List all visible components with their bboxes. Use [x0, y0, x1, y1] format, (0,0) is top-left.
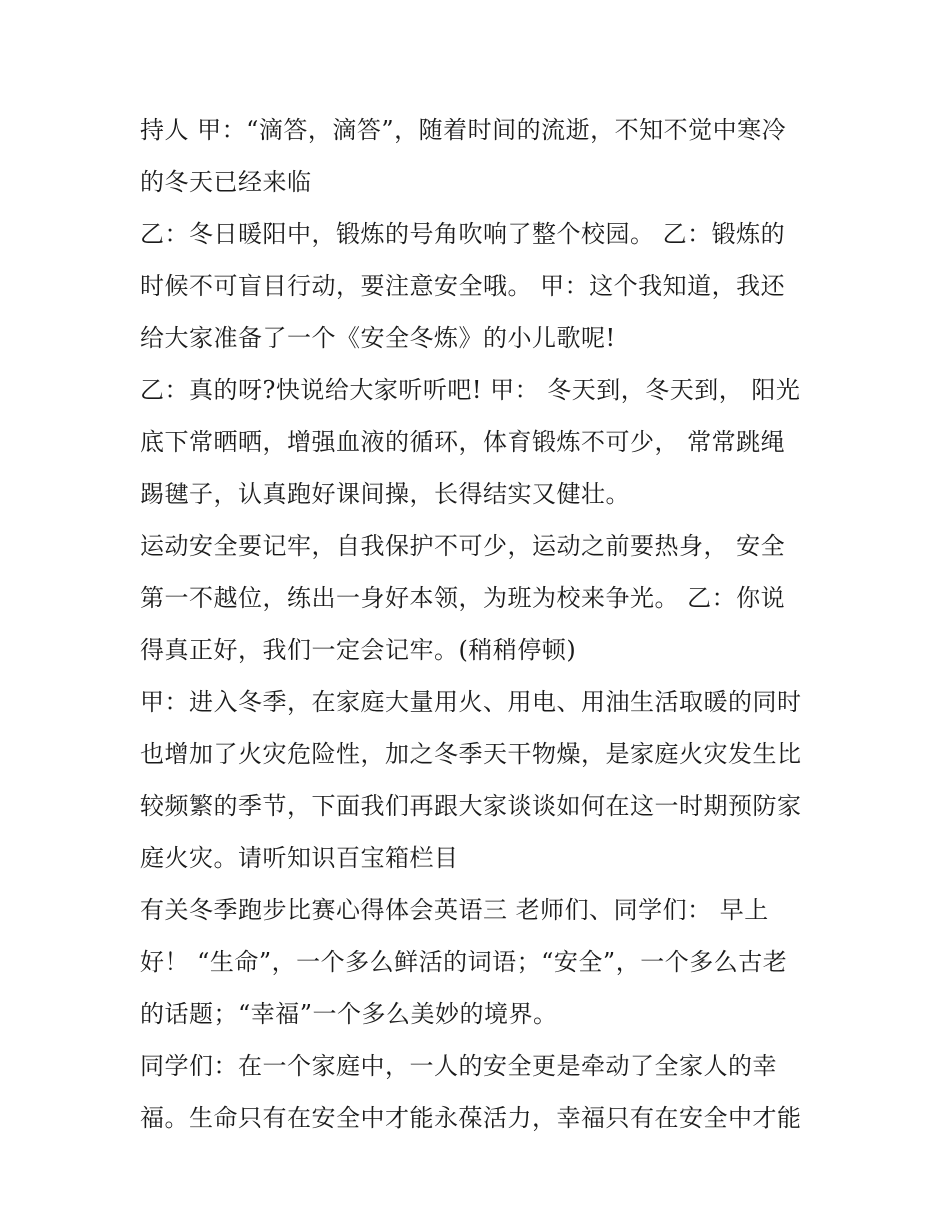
text-line: 持人 甲：“滴答，滴答”，随着时间的流逝，不知不觉中寒冷 — [140, 116, 787, 144]
text-line: 同学们：在一个家庭中，一人的安全更是牵动了全家人的幸 — [140, 1052, 777, 1080]
text-line: 底下常晒晒，增强血液的循环，体育锻炼不可少， 常常跳绳 — [140, 428, 786, 456]
text-line: 运动安全要记牢，自我保护不可少，运动之前要热身， 安全 — [140, 532, 786, 560]
text-line: 时候不可盲目行动，要注意安全哦。 甲：这个我知道，我还 — [140, 272, 786, 300]
text-line: 甲：进入冬季，在家庭大量用火、用电、用油生活取暖的同时 — [140, 688, 802, 716]
text-line: 第一不越位，练出一身好本领，为班为校来争光。 乙：你说 — [140, 584, 786, 612]
text-line: 的话题；“幸福”一个多么美妙的境界。 — [140, 1000, 558, 1028]
text-line: 乙：冬日暖阳中，锻炼的号角吹响了整个校园。 乙：锻炼的 — [140, 220, 786, 248]
text-line: 给大家准备了一个《安全冬炼》的小儿歌呢! — [140, 324, 616, 352]
text-line: 庭火灾。请听知识百宝箱栏目 — [140, 844, 459, 872]
text-line: 好！ “生命”，一个多么鲜活的词语；“安全”，一个多么古老 — [140, 948, 788, 976]
text-line: 得真正好，我们一定会记牢。(稍稍停顿) — [140, 636, 577, 664]
text-line: 踢毽子，认真跑好课间操，长得结实又健壮。 — [140, 480, 630, 508]
text-line: 也增加了火灾危险性，加之冬季天干物燥，是家庭火灾发生比 — [140, 740, 802, 768]
text-line: 较频繁的季节，下面我们再跟大家谈谈如何在这一时期预防家 — [140, 792, 802, 820]
text-line: 的冬天已经来临 — [140, 168, 312, 196]
document-body — [140, 104, 820, 1144]
text-line: 有关冬季跑步比赛心得体会英语三 老师们、同学们： 早上 — [140, 896, 769, 924]
text-line: 福。生命只有在安全中才能永葆活力，幸福只有在安全中才能 — [140, 1104, 802, 1132]
text-line: 乙：真的呀?快说给大家听听吧! 甲： 冬天到，冬天到， 阳光 — [140, 376, 801, 404]
